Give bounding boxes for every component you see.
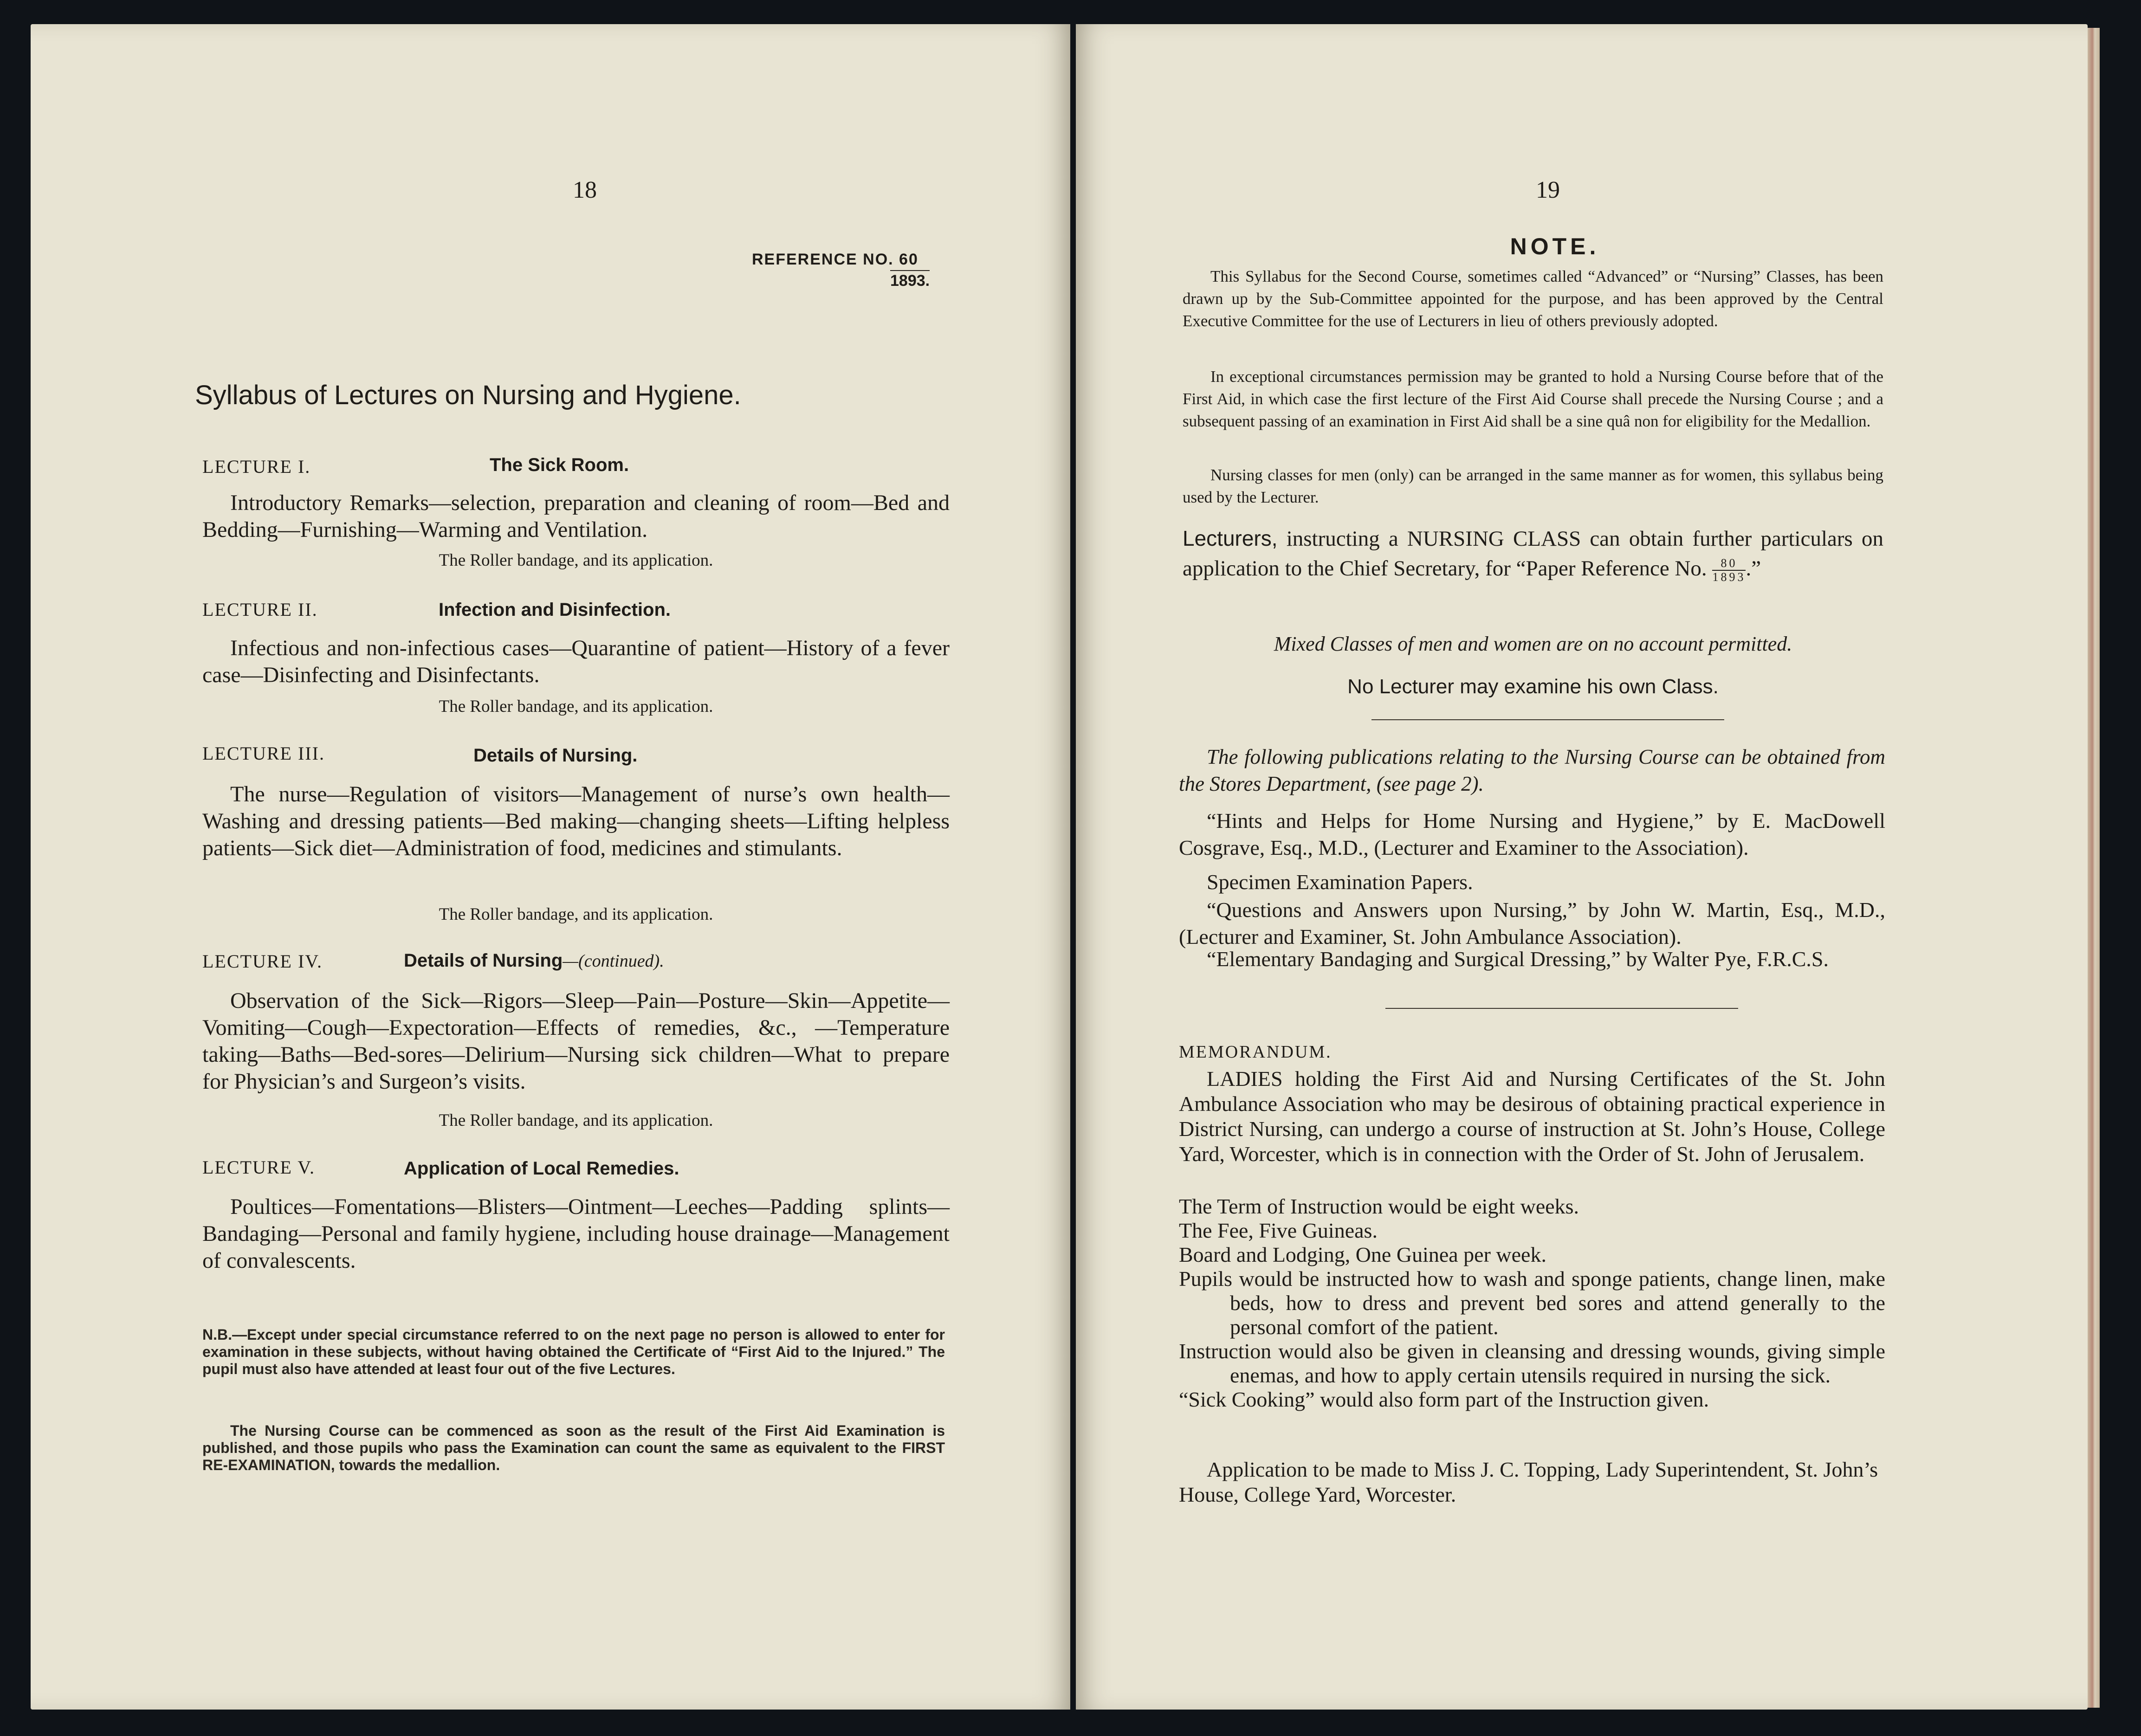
lecture-5-body: Poultices—Fomentations—Blisters—Ointment—Leeches—Padding splints—Bandaging—Personal and family hygiene, including house drainage—Management of convalescents. [202,1194,950,1273]
syllabus-title: Syllabus of Lectures on Nursing and Hygiene. [195,380,741,410]
commence-note: The Nursing Course can be commenced as soon as the result of the First Aid Examination is published, and those pupils who pass the Examination can count the same as equivalent to the FIRST RE-EXAMINATION, towards the medallion. [202,1422,945,1473]
publication-2: Specimen Examination Papers. [1207,870,1473,894]
publications-intro: The following publications relating to the Nursing Course can be obtained from the Stores Department, (see page 2). [1179,745,1885,795]
application-note: Application to be made to Miss J. C. Topping, Lady Superintendent, St. John’s House, College Yard, Worcester. [1179,1458,1878,1506]
page-number-right: 19 [1536,177,1560,203]
reference-label: REFERENCE NO. 60 [752,251,918,268]
memorandum-paragraph: LADIES holding the First Aid and Nursing Certificates of the St. John Ambulance Association who may be desirous of obtaining practical experience in District Nursing, can undergo a course of instruction at St. John’s House, College Yard, Worcester, which is in connection with the Order of St. John of Jerusalem. [1179,1067,1885,1166]
lecture-2-label: LECTURE II. [202,599,318,620]
memorandum-item-4: Pupils would be instructed how to wash and sponge patients, change linen, make beds, how to dress and prevent bed sores and attend generally to the personal comfort of the patient. [1179,1267,1885,1339]
lecture-1-title: The Sick Room. [490,455,629,475]
note-paragraph-2: In exceptional circumstances permission may be granted to hold a Nursing Course before that of the First Aid, in which case the first lecture of the First Aid Course shall precede the Nursing Course ; and a subsequent passing of an examination in First Aid shall be a sine quâ non for eligibility for the Medallion. [1183,368,1883,430]
lecture-4-title-suffix: —(continued). [563,951,664,971]
lecture-3-label: LECTURE III. [202,743,325,764]
lecture-3-title: Details of Nursing. [473,745,638,766]
lecture-5-label: LECTURE V. [202,1157,315,1178]
page-edge [2088,28,2100,1708]
memorandum-item-6: “Sick Cooking” would also form part of the Instruction given. [1179,1388,1709,1411]
lecture-3-body: The nurse—Regulation of visitors—Management of nurse’s own health—Washing and dressing patients—Bed making—changing sheets—Lifting helpless patients—Sick diet—Administration of food, medicines and stimulants. [202,782,950,860]
publication-4: “Elementary Bandaging and Surgical Dressing,” by Walter Pye, F.R.C.S. [1207,947,1829,971]
note-paragraph-3: Nursing classes for men (only) can be arranged in the same manner as for women, this syllabus being used by the Lecturer. [1183,466,1883,506]
note-heading: NOTE. [1510,233,1600,259]
divider-rule-2 [1385,1008,1738,1009]
fraction-numerator: 80 [1712,557,1746,571]
page-number-left: 18 [573,177,597,203]
lecture-4-body: Observation of the Sick—Rigors—Sleep—Pain—Posture—Skin—Appetite—Vomiting—Cough—Expectoration—Effects of remedies, &c., —Temperature taking—Baths—Bed-sores—Delirium—Nursing sick children—What to prepare for Physician’s and Surgeon’s visits. [202,988,950,1094]
publication-3: “Questions and Answers upon Nursing,” by John W. Martin, Esq., M.D., (Lecturer and Examiner, St. John Ambulance Association). [1179,898,1885,949]
note-paragraph-1: This Syllabus for the Second Course, sometimes called “Advanced” or “Nursing” Classes, has been drawn up by the Sub-Committee appointed for the purpose, and has been approved by the Central Executive Committee for the use of Lecturers in lieu of others previously adopted. [1183,267,1883,330]
lecture-1-note: The Roller bandage, and its application. [439,551,713,570]
publication-1: “Hints and Helps for Home Nursing and Hygiene,” by E. MacDowell Cosgrave, Esq., M.D., (Lecturer and Examiner to the Association). [1179,809,1885,859]
memorandum-item-3: Board and Lodging, One Guinea per week. [1179,1243,1546,1266]
lecture-4-title-line [404,950,664,971]
divider-rule-1 [1371,719,1724,720]
lecturers-paragraph [1183,523,1883,584]
lecturers-text: instructing a NURSING CLASS can obtain further particulars on application to the Chief Secretary, for “Paper Reference No. [1183,527,1883,581]
lecture-2-note: The Roller bandage, and its application. [439,697,713,716]
nb-note: N.B.—Except under special circumstance referred to on the next page no person is allowed to enter for examination in these subjects, without having obtained the Certificate of “First Aid to the Injured.” The pupil must also have attended at least four out of the five Lectures. [202,1326,945,1377]
fraction-denominator: 1893 [1712,570,1746,584]
memorandum-item-1: The Term of Instruction would be eight weeks. [1179,1194,1579,1218]
lecture-5-title: Application of Local Remedies. [404,1158,679,1179]
paper-reference-fraction [1712,557,1746,584]
lecture-4-note: The Roller bandage, and its application. [439,1111,713,1130]
lecturers-end: .” [1746,556,1761,581]
memorandum-list [1179,1194,1885,1412]
mixed-classes-note: Mixed Classes of men and women are on no account permitted. [1274,632,1792,655]
lecture-4-label: LECTURE IV. [202,951,323,972]
lecture-2-title: Infection and Disinfection. [439,600,671,620]
memorandum-item-2: The Fee, Five Guineas. [1179,1219,1378,1242]
lecture-1-body: Introductory Remarks—selection, preparation and cleaning of room—Bed and Bedding—Furnishing—Warming and Ventilation. [202,490,950,542]
lecture-3-note: The Roller bandage, and its application. [439,905,713,924]
lecture-4-title: Details of Nursing [404,950,563,971]
no-lecturer-note: No Lecturer may examine his own Class. [1347,675,1719,698]
memorandum-heading: MEMORANDUM. [1179,1042,1332,1062]
memorandum-item-5: Instruction would also be given in cleansing and dressing wounds, giving simple enemas, and how to apply certain utensils required in nursing the sick. [1179,1339,1885,1387]
lecture-2-body: Infectious and non-infectious cases—Quarantine of patient—History of a fever case—Disinfecting and Disinfectants. [202,636,950,687]
lecturers-lead: Lecturers, [1183,526,1278,550]
reference-year: 1893. [890,270,930,290]
lecture-1-label: LECTURE I. [202,456,311,477]
